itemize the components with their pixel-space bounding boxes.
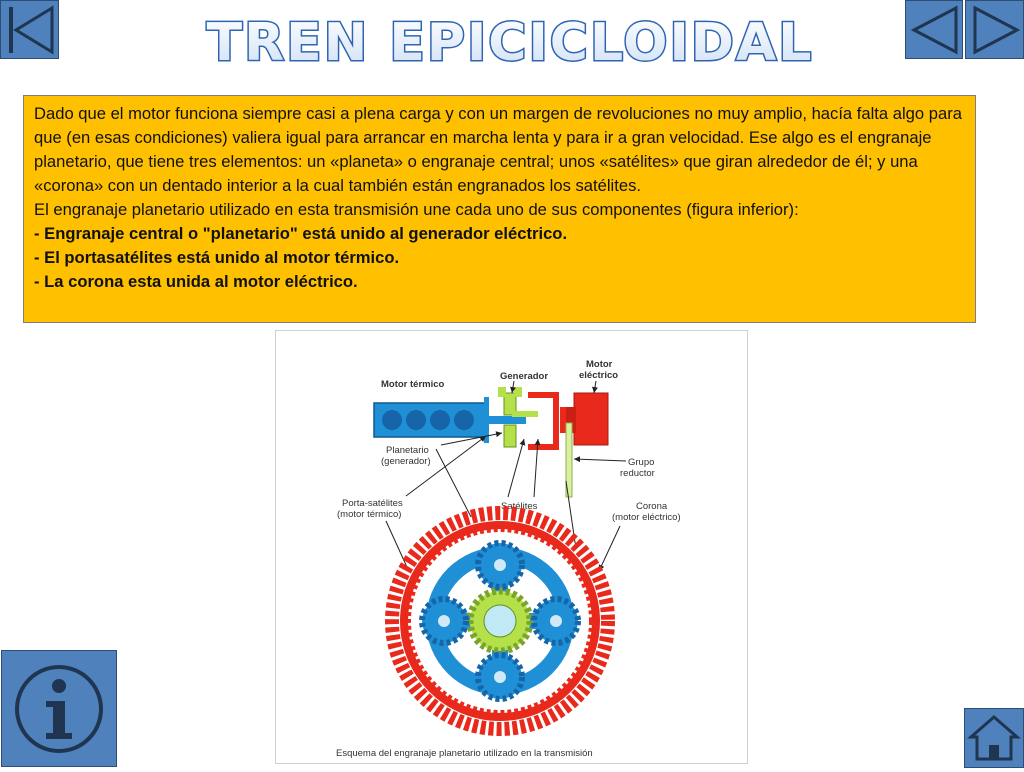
label-planetario-2: (generador) (381, 456, 431, 467)
label-corona-2: (motor eléctrico) (612, 512, 681, 523)
info-button[interactable] (1, 650, 117, 767)
description-paragraph: El engranaje planetario utilizado en esta transmisión une cada uno de sus componentes (figura inferior): (34, 200, 799, 219)
home-button[interactable] (964, 708, 1024, 768)
figure-caption: Esquema del engranaje planetario utilizado en la transmisión (336, 748, 593, 759)
next-slide-icon (966, 1, 1024, 60)
satelite-gear-right (534, 599, 578, 643)
label-grupo-1: Grupo (628, 457, 655, 468)
prev-slide-icon (906, 1, 964, 60)
info-icon (2, 651, 116, 766)
satelite-gear-bottom (478, 655, 522, 699)
label-planetario-1: Planetario (386, 445, 429, 456)
satelite-gear-left (422, 599, 466, 643)
description-paragraph: Dado que el motor funciona siempre casi a plena carga y con un margen de revoluciones no muy amplio, hacía falta algo para que (en esas condiciones) valiera igual para arrancar en marcha lenta y para ir a gran velocidad. Ese algo es el engranaje planetario, que tiene tres elementos: un «planeta» o engranaje central; unos «satélites» que giran alrededor de él; y una «corona» con un dentado interior a la cual también están engranados los satélites. (34, 104, 962, 195)
next-slide-button[interactable] (965, 0, 1024, 59)
label-satelites: Satélites (501, 501, 538, 512)
bullet-portasatelites: - El portasatélites está unido al motor térmico. (34, 248, 400, 267)
label-porta-2: (motor térmico) (337, 509, 402, 520)
label-corona-1: Corona (636, 501, 668, 512)
bullet-planetario: - Engranaje central o "planetario" está unido al generador eléctrico. (34, 224, 568, 243)
motor-termico-block (374, 397, 526, 443)
prev-slide-button[interactable] (905, 0, 963, 59)
page-title-graphic (150, 4, 870, 74)
label-grupo-2: reductor (620, 468, 655, 479)
label-porta-1: Porta-satélites (342, 498, 403, 509)
description-text-box (23, 95, 976, 323)
satelite-gear-top (478, 543, 522, 587)
label-generador: Generador (500, 371, 549, 382)
page-title: TREN EPICICLOIDAL (206, 13, 814, 73)
label-motor-electrico-2: eléctrico (579, 370, 619, 381)
first-slide-button[interactable] (0, 0, 59, 59)
home-icon (965, 709, 1023, 767)
planetary-gear-figure (275, 330, 748, 764)
label-motor-termico: Motor térmico (381, 379, 445, 390)
first-slide-icon (1, 1, 60, 60)
bullet-corona: - La corona esta unida al motor eléctrico. (34, 272, 358, 291)
planetary-gear-drawing (392, 513, 608, 729)
label-motor-electrico-1: Motor (586, 359, 613, 370)
